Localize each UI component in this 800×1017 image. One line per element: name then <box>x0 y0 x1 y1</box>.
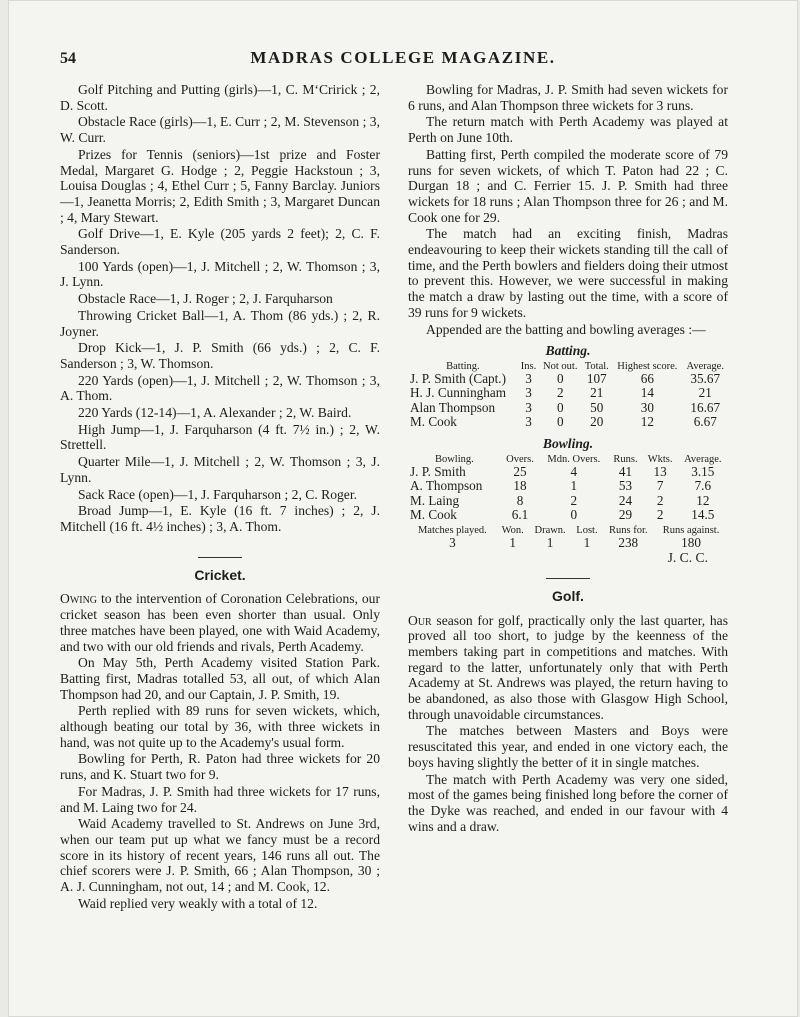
batting-table <box>408 361 728 430</box>
bowling-header: Mdn. Overs. <box>547 453 601 465</box>
matches-summary <box>408 525 728 551</box>
results-paragraph: Prizes for Tennis (seniors)—1st prize and Foster Medal, Margaret G. Hodge ; 2, Peggie Hackstoun ; 3, Louisa Douglas ; 4, Ethel Curr ; 5, Fanny Barclay. Juniors—1, Jeanetta Morris; 2, Edith Smith ; 3, Margaret Duncan ; 4, Mary Stewart. <box>60 146 380 225</box>
batting-header: Not out. <box>543 360 578 372</box>
matches-header: Runs against. <box>662 524 720 536</box>
cricket-paragraph: Waid Academy travelled to St. Andrews on June 3rd, when our team put up what we fancy must be a record score in its history of recent years, 146 runs all out. The chief scorers were J. P. Smith, 66 ; Alan Thompson, 30 ; A. J. Cunningham, not out, 14 ; and M. Cook, 12. <box>60 816 380 895</box>
results-paragraph: Golf Drive—1, E. Kyle (205 yards 2 feet); 2, C. F. Sanderson. <box>60 226 380 258</box>
cricket-paragraph: Batting first, Perth compiled the moderate score of 79 runs for seven wickets, of which T. Paton had 22 ; C. Durgan 18 ; and C. Ferrier 15. J. P. Smith had three wickets for 18 runs ; Alan Thompson three for 26 ; and M. Cook one for 29. <box>408 146 728 225</box>
cricket-paragraph: Perth replied with 89 runs for seven wickets, which, although beating our total by 36, with three wickets in hand, was not quite up to the Academy's usual form. <box>60 703 380 750</box>
right-column <box>408 82 728 835</box>
table-cell: 20 <box>590 414 604 430</box>
golf-paragraph: The match with Perth Academy was very one sided, most of the games being finished long before the corner of the Dyke was reached, and ended in our favour with 4 wins and a draw. <box>408 771 728 834</box>
table-row <box>408 386 728 401</box>
matches-header: Lost. <box>576 524 598 536</box>
table-cell: 3 <box>525 414 532 430</box>
batting-header: Highest score. <box>617 360 678 372</box>
table-cell: 0 <box>570 507 578 523</box>
cricket-intro-paragraph <box>60 591 380 654</box>
cricket-paragraph: Appended are the batting and bowling averages :— <box>426 321 706 337</box>
results-paragraph: 220 Yards (open)—1, J. Mitchell ; 2, W. Thomson ; 3, A. Thom. <box>60 372 380 404</box>
results-paragraph: Obstacle Race (girls)—1, E. Curr ; 2, M. Stevenson ; 3, W. Curr. <box>60 114 380 146</box>
table-cell: 50 <box>590 399 604 415</box>
bowling-table <box>408 454 728 523</box>
cricket-paragraph: On May 5th, Perth Academy visited Station Park. Batting first, Madras totalled 53, all out, of which Alan Thompson had 20, and our Captain, J. P. Smith, 19. <box>60 655 380 702</box>
results-paragraph: Sack Race (open)—1, J. Farquharson ; 2, C. Roger. <box>78 486 357 502</box>
table-cell: 1 <box>583 534 591 550</box>
drop-lead-word: Owing <box>60 591 98 607</box>
table-row <box>408 479 728 494</box>
table-cell: 2 <box>656 492 664 508</box>
cricket-intro-text: to the intervention of Coronation Celebrations, our cricket season has been even shorter than usual. Only three matches have been played, one with Waid Academy, and two with our old friends and rivals, Perth Academy. <box>60 591 380 654</box>
table-cell: 8 <box>516 492 524 508</box>
cricket-section-title: Cricket. <box>194 566 246 583</box>
results-paragraph: 100 Yards (open)—1, J. Mitchell ; 2, W. Thomson ; 3, J. Lynn. <box>60 258 380 290</box>
results-paragraph: Throwing Cricket Ball—1, A. Thom (86 yds.) ; 2, R. Joyner. <box>60 307 380 339</box>
player-name: J. P. Smith (Capt.) <box>410 370 506 386</box>
cricket-paragraph: The match had an exciting finish, Madras endeavouring to keep their wickets standing till the call of time, and the Perth bowlers and fielders doing their utmost to prevent this. However, we were successful in making the match a draw by lasting out the time, with a score of 39 runs for 9 wickets. <box>408 226 728 320</box>
table-cell: 2 <box>570 492 578 508</box>
results-paragraph: Quarter Mile—1, J. Mitchell ; 2, W. Thomson ; 3, J. Lynn. <box>60 454 380 485</box>
results-paragraph: High Jump—1, J. Farquharson (4 ft. 7½ in.) ; 2, W. Strettell. <box>60 421 380 453</box>
table-cell: 21 <box>590 385 604 401</box>
table-cell: 3 <box>525 399 532 415</box>
table-cell: 3 <box>525 370 532 386</box>
results-paragraph: 220 Yards (12-14)—1, A. Alexander ; 2, W. Baird. <box>78 405 352 421</box>
table-cell: 35.67 <box>690 370 721 386</box>
table-cell: 6.1 <box>511 507 529 523</box>
player-name: H. J. Cunningham <box>410 385 506 401</box>
bowling-header: Runs. <box>613 453 638 465</box>
cricket-paragraph: Waid replied very weakly with a total of 12. <box>78 895 318 911</box>
table-row <box>408 415 728 430</box>
bowling-header: Overs. <box>506 453 534 465</box>
table-cell: 24 <box>618 492 633 508</box>
player-name: M. Cook <box>410 414 457 430</box>
table-cell: 6.67 <box>693 414 717 430</box>
table-cell: 29 <box>618 507 633 523</box>
player-name: J. P. Smith <box>410 463 466 479</box>
table-row <box>408 536 728 551</box>
table-cell: 12 <box>696 492 710 508</box>
magazine-page <box>8 0 798 1017</box>
player-name: M. Laing <box>410 492 460 508</box>
table-cell: 66 <box>640 370 654 386</box>
batting-header: Ins. <box>520 360 537 372</box>
table-cell: 53 <box>618 478 633 494</box>
table-cell: 14.5 <box>691 507 715 523</box>
golf-intro-text: season for golf, practically only the last quarter, has proved all too short, to judge by the keenness of the members taking part in competitions and matches. With regard to the latter, unfortunately only that with Perth Academy at St. Andrews was played, the return having to be abandoned, as also those with Glasgow High School, through unavoidable circumstances. <box>408 612 728 722</box>
bowling-header: Average. <box>684 453 722 465</box>
table-row <box>408 508 728 523</box>
table-cell: 7.6 <box>694 478 712 494</box>
golf-section-title: Golf. <box>552 587 584 604</box>
cricket-paragraph: Bowling for Madras, J. P. Smith had seven wickets for 6 runs, and Alan Thompson three wickets for 3 runs. <box>408 82 728 113</box>
table-cell: 4 <box>570 463 578 479</box>
player-name: Alan Thompson <box>410 399 496 415</box>
cricket-paragraph: For Madras, J. P. Smith had three wickets for 17 runs, and M. Laing two for 24. <box>60 783 380 815</box>
bowling-header: Wkts. <box>647 453 673 465</box>
section-divider <box>546 578 590 579</box>
table-row <box>408 372 728 387</box>
batting-header: Average. <box>686 360 724 372</box>
table-row <box>408 465 728 480</box>
table-cell: 2 <box>556 385 564 401</box>
results-paragraph: Drop Kick—1, J. P. Smith (66 yds.) ; 2, C. F. Sanderson ; 3, W. Thomson. <box>60 340 380 371</box>
table-row <box>408 401 728 416</box>
cricket-paragraph: The return match with Perth Academy was played at Perth on June 10th. <box>408 114 728 146</box>
matches-header: Runs for. <box>608 524 648 536</box>
golf-intro-paragraph <box>408 613 728 723</box>
matches-header: Matches played. <box>417 524 487 536</box>
table-cell: 0 <box>556 370 564 386</box>
table-cell: 0 <box>556 399 564 415</box>
section-divider <box>198 557 242 558</box>
results-paragraph: Obstacle Race—1, J. Roger ; 2, J. Farquharson <box>78 291 333 307</box>
drop-lead-word: Our <box>408 612 432 628</box>
left-column <box>60 82 380 912</box>
results-paragraph: Golf Pitching and Putting (girls)—1, C. M‘Cririck ; 2, D. Scott. <box>60 82 380 113</box>
table-cell: 0 <box>556 414 564 430</box>
table-cell: 30 <box>640 399 654 415</box>
table-cell: 2 <box>656 507 664 523</box>
table-cell: 3 <box>449 534 456 550</box>
page-number: 54 <box>60 50 76 67</box>
table-cell: 1 <box>546 534 554 550</box>
table-cell: 238 <box>618 534 639 550</box>
results-paragraph: Broad Jump—1, E. Kyle (16 ft. 7 inches) ; 2, J. Mitchell (16 ft. 4½ inches) ; 3, A. Thom. <box>60 503 380 534</box>
table-cell: 21 <box>698 385 712 401</box>
matches-header: Drawn. <box>534 524 566 536</box>
table-cell: 3 <box>525 385 532 401</box>
page-header: MADRAS COLLEGE MAGAZINE. <box>250 48 556 67</box>
table-cell: 7 <box>656 478 664 494</box>
table-cell: 180 <box>681 534 701 550</box>
table-cell: 1 <box>570 478 578 494</box>
bowling-caption: Bowling. <box>542 435 594 451</box>
batting-header: Total. <box>584 360 609 372</box>
author-signature: J. C. C. <box>667 550 708 566</box>
table-row <box>408 494 728 509</box>
cricket-paragraph: Bowling for Perth, R. Paton had three wickets for 20 runs, and K. Stuart two for 9. <box>60 751 380 783</box>
batting-header: Batting. <box>446 360 480 372</box>
matches-header: Won. <box>501 524 524 536</box>
table-cell: 3.15 <box>691 463 715 479</box>
player-name: A. Thompson <box>410 478 483 494</box>
player-name: M. Cook <box>410 507 457 523</box>
batting-caption: Batting. <box>545 343 591 359</box>
bowling-header: Bowling. <box>434 453 474 465</box>
table-cell: 1 <box>509 534 516 550</box>
table-cell: 12 <box>640 414 654 430</box>
table-cell: 18 <box>513 478 527 494</box>
golf-paragraph: The matches between Masters and Boys were resuscitated this year, and ended in one victory each, the boys having slightly the better of it in single matches. <box>408 723 728 770</box>
table-cell: 25 <box>513 463 527 479</box>
table-cell: 41 <box>618 463 633 479</box>
table-cell: 14 <box>640 385 654 401</box>
table-cell: 13 <box>653 463 667 479</box>
table-cell: 107 <box>586 370 607 386</box>
table-cell: 16.67 <box>690 399 721 415</box>
